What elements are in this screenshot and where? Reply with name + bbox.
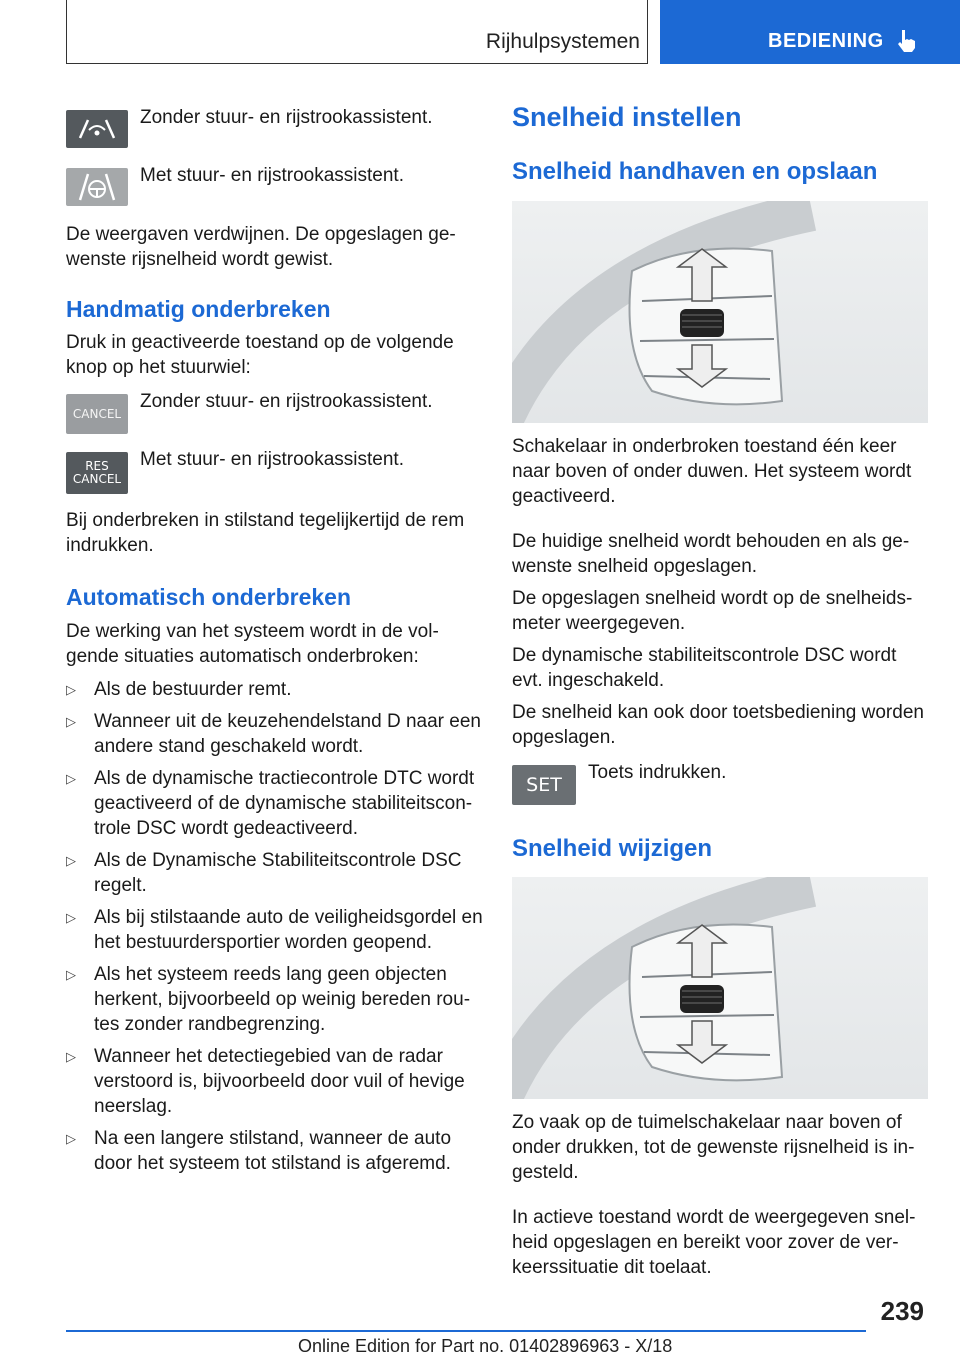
paragraph: De weergaven verdwijnen. De opgeslagen ge-wenste rijsnelheid wordt gewist. [66,224,456,270]
icon-row-cancel [66,391,433,434]
list-item [66,766,484,841]
res-cancel-button-icon [66,452,128,494]
icon-row-text: Met stuur- en rijstrookassistent. [140,449,404,470]
paragraph: Schakelaar in onderbroken toestand één keer naar boven of onder duwen. Het systeem wordt geactiveerd. [512,436,912,507]
paragraph: Zo vaak op de tuimelschakelaar naar boven of onder drukken, tot de gewenste rijsnelheid is in-gesteld. [512,1112,915,1183]
list-item-text: Wanneer uit de keuzehendelstand D naar een andere stand geschakeld wordt. [94,711,481,757]
footer-divider [66,1330,866,1332]
heading-manual: Handmatig onderbreken [66,296,331,322]
steering-wheel-switch-image [512,201,928,423]
paragraph: In actieve toestand wordt de weergegeven snel-heid opgeslagen en bereikt voor zover de ver-keerssituatie dit toelaat. [512,1207,916,1278]
paragraph: Druk in geactiveerde toestand op de volgende knop op het stuurwiel: [66,332,454,378]
section-title: Rijhulpsystemen [485,30,640,53]
steering-lane-on-icon [66,168,128,206]
hand-pointer-icon [894,28,920,59]
cancel-label: CANCEL [72,472,122,486]
chapter-tab-label: BEDIENING [768,30,884,52]
icon-row-text: Zonder stuur- en rijstrookassistent. [140,391,433,412]
page-heading: Snelheid instellen [512,102,742,132]
list-item-text: Als bij stilstaande auto de veiligheidsgordel en het bestuurdersportier worden geopend. [94,907,483,953]
icon-row-text: Toets indrukken. [588,762,727,783]
list-item [66,1126,484,1176]
list-item [66,962,484,1037]
list-item-text: Wanneer het detectiegebied van de radar verstoord is, bijvoorbeeld door vuil of hevige neerslag. [94,1046,465,1117]
heading-auto: Automatisch onderbreken [66,584,351,610]
bullet-icon: ▷ [66,910,76,925]
paragraph: De opgeslagen snelheid wordt op de snelheids-meter weergegeven. [512,588,913,634]
bullet-icon: ▷ [66,1131,76,1146]
icon-row-text: Met stuur- en rijstrookassistent. [140,165,404,186]
list-item-text: Als het systeem reeds lang geen objecten herkent, bijvoorbeeld op weinig bereden rou-tes zonder randbegrenzing. [94,964,471,1035]
list-item [66,709,484,759]
paragraph: Bij onderbreken in stilstand tegelijkertijd de rem indrukken. [66,510,465,556]
list-item-text: Als de Dynamische Stabiliteitscontrole DSC regelt. [94,850,462,896]
icon-row-res-cancel [66,449,404,494]
steering-wheel-switch-image [512,877,928,1099]
bullet-icon: ▷ [66,771,76,786]
list-item [66,848,484,898]
heading-keep: Snelheid handhaven en opslaan [512,158,878,185]
icon-row-lane-off [66,107,433,148]
heading-change: Snelheid wijzigen [512,835,713,862]
cancel-button-icon: CANCEL [66,394,128,434]
icon-row-text: Zonder stuur- en rijstrookassistent. [140,107,433,128]
paragraph: De dynamische stabiliteitscontrole DSC wordt evt. ingeschakeld. [512,645,897,691]
list-item [66,1044,484,1119]
bullet-icon: ▷ [66,853,76,868]
paragraph: De snelheid kan ook door toetsbediening worden opgeslagen. [512,702,924,748]
chapter-tab[interactable] [660,0,960,64]
paragraph: De huidige snelheid wordt behouden en als ge-wenste snelheid opgeslagen. [512,531,910,577]
bullet-icon: ▷ [66,682,76,697]
paragraph: De werking van het systeem wordt in de vol-gende situaties automatisch onderbroken: [66,621,439,667]
bullet-icon: ▷ [66,967,76,982]
edition-footer: Online Edition for Part no. 01402896963 - X/18 [298,1336,673,1356]
icon-row-set [512,762,727,805]
icon-row-lane-on [66,165,404,206]
list-item [66,677,484,702]
list-item-text: Als de bestuurder remt. [94,679,292,700]
auto-interrupt-list [66,677,484,1183]
page-number: 239 [880,1296,924,1326]
bullet-icon: ▷ [66,1049,76,1064]
list-item-text: Na een langere stilstand, wanneer de auto door het systeem tot stilstand is afgeremd. [94,1128,452,1174]
set-button-icon: SET [512,765,576,805]
steering-lane-off-icon [66,110,128,148]
list-item [66,905,484,955]
bullet-icon: ▷ [66,714,76,729]
res-label: RES [85,459,109,473]
list-item-text: Als de dynamische tractiecontrole DTC wordt geactiveerd of de dynamische stabiliteitscon-trole DSC wordt gedeactiveerd. [94,768,475,839]
